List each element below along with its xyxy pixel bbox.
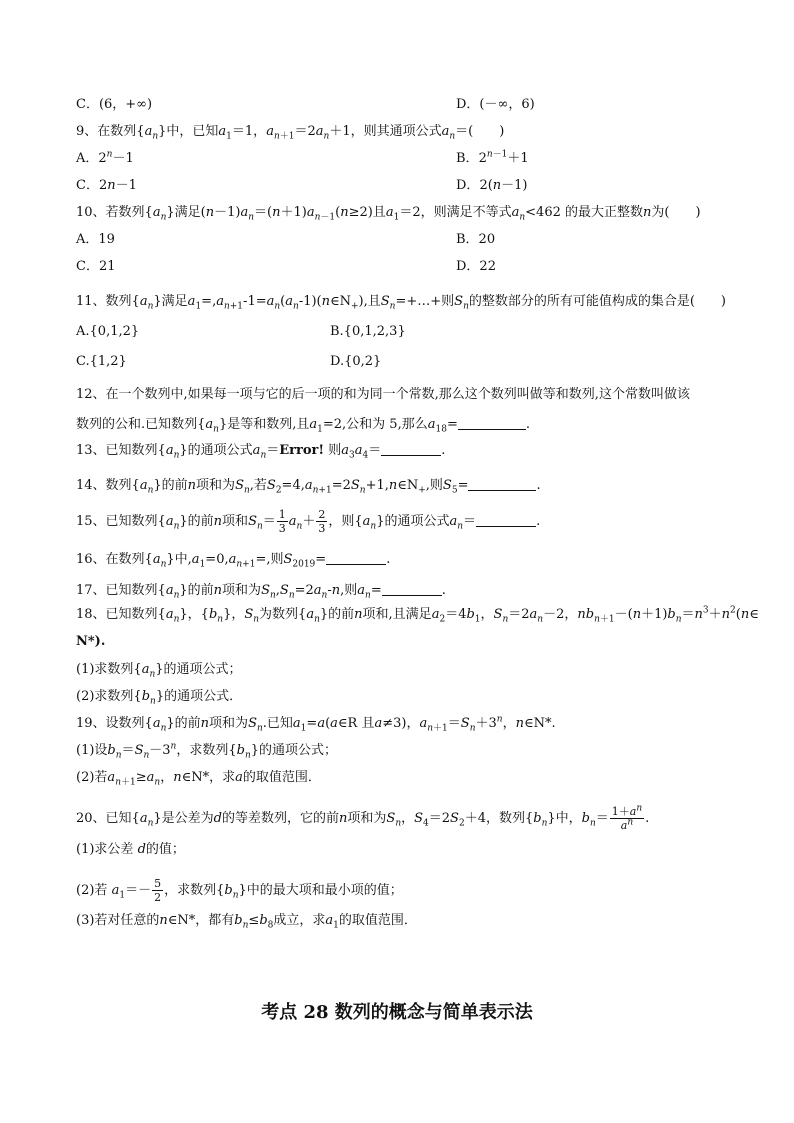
question-10: 10、若数列$\{a_n\}$满足$(n-1)a_n=(n+1)a_{n-1}(n\ge 2)$且$a_1=2$，则满足不等式$a_n<462$ 的最大正整数n为( ) bbox=[76, 205, 701, 223]
question-18: 18、已知数列$\{a_n\}$，$\{b_n\}$，$S_n$为数列$\{a_n\}$的前n项和,且满足$a_2=4b_1$，$S_n=2a_n-2$，$nb_{n+1}-(n+1)b_n=n^3+n^2(n\in$ bbox=[76, 605, 759, 625]
question-10-options-ab: A．19 B．20 bbox=[76, 232, 496, 247]
question-19: 19、设数列$\{a_n\}$的前n项和为$S_n$.已知$a_1=a(a\in R$ 且a≠3)，$a_{n+1}=S_n+3^n$，n∈N*. bbox=[76, 714, 556, 734]
question-15: 15、已知数列$\{a_n\}$的前n项和$S_n=$ $\frac{1}{3}$ $a_n+$ $\frac{2}{3}$ ，则$\{a_n\}$的通项公式$a_n=$ . bbox=[76, 508, 541, 535]
question-18-part1: (1)求数列$\{a_n\}$的通项公式； bbox=[76, 662, 242, 680]
question-11-options-ab: A.{0,1,2} B.{0,1,2,3} bbox=[76, 324, 406, 339]
fraction: $\frac{2}{3}$ bbox=[318, 508, 326, 535]
answer-blank bbox=[476, 513, 536, 527]
answer-blank bbox=[326, 551, 386, 565]
answer-blank bbox=[468, 477, 536, 491]
q8-options bbox=[76, 96, 535, 114]
question-19-part1: (1)设$b_n=S_n-3^n$，求数列$\{b_n\}$的通项公式； bbox=[76, 741, 338, 761]
question-19-part2: (2)若$a_{n+1}\ge a_n$，n∈N*，求a的取值范围． bbox=[76, 770, 321, 788]
question-10-options-cd: C．21 D．22 bbox=[76, 259, 496, 274]
fraction: $\frac{1+a^n}{a^n}$ bbox=[611, 803, 643, 832]
question-16: 16、在数列$\{a_n\}$中$,a_1=0,a_{n+1}=$,则$S_{2019}=$ . bbox=[76, 552, 391, 570]
question-9-options-ab: A．$2^n-1$ B．$2^{n-1}+1$ bbox=[76, 149, 529, 166]
fraction: $\frac{1}{3}$ bbox=[278, 508, 286, 535]
question-18-part2: (2)求数列$\{b_n\}$的通项公式． bbox=[76, 689, 243, 707]
question-11-options-cd: C.{1,2} D.{0,2} bbox=[76, 354, 382, 369]
question-20-part3: (3)若对任意的n∈N*，都有$b_n\le b_8$成立，求$a_1$的取值范围． bbox=[76, 913, 417, 931]
section-heading: 考点 28 数列的概念与简单表示法 bbox=[261, 1002, 533, 1023]
option-c: C．(6，+∞) bbox=[76, 97, 153, 112]
question-9: 9、在数列$\{a_n\}$中，已知$a_1=1$，$a_{n+1}=2a_n+1$，则其通项公式$a_n=$( ) bbox=[76, 124, 505, 142]
question-11: 11、数列$\{a_n\}$满足$a_1=,a_{n+1}-1=a_n(a_n-1)(n\in N_+)$,且$S_n=+\dots+$则$S_n$的整数部分的所有可能值构成的集合是( ) bbox=[76, 294, 727, 312]
fraction: $\frac{5}{2}$ bbox=[154, 877, 162, 904]
question-13: 13、已知数列$\{a_n\}$的通项公式$a_n=Error$! 则$a_3a_4=$ . bbox=[76, 443, 446, 461]
question-20-part1: (1)求公差 d的值； bbox=[76, 842, 185, 857]
option-d: D．(－∞，6) bbox=[456, 97, 535, 112]
question-20: 20、已知$\{a_n\}$是公差为d的等差数列，它的前n项和为$S_n$，$S_4=2S_2+4$，数列$\{b_n\}$中，$b_n=$ $\frac{1+a^n}{a^n}$ . bbox=[76, 803, 650, 832]
question-9-options-cd: C．2n－1 D．2(n－1) bbox=[76, 178, 528, 193]
answer-blank bbox=[458, 416, 526, 430]
question-14: 14、数列$\{a_n\}$的前n项和为$S_n$,若$S_2=4,a_{n+1}=2S_n+1,n\in N_+$,则$S_5=$ . bbox=[76, 478, 541, 496]
question-12-line2: 数列的公和.已知数列$\{a_n\}$是等和数列,且$a_1=2$,公和为 5,那么$a_{18}=$ . bbox=[76, 417, 530, 435]
question-17: 17、已知数列$\{a_n\}$的前n项和为$S_n,S_n=2a_n-n$,则$a_n=$ . bbox=[76, 583, 446, 601]
question-20-part2: (2)若 $a_1=-$ $\frac{5}{2}$ ，求数列$\{b_n\}$中的最大项和最小项的值； bbox=[76, 877, 403, 904]
answer-blank bbox=[382, 582, 442, 596]
answer-blank bbox=[381, 442, 441, 456]
question-12-line1: 12、在一个数列中,如果每一项与它的后一项的和为同一个常数,那么这个数列叫做等和数列,这个常数叫做该 bbox=[76, 387, 690, 402]
question-18-line2: N*). bbox=[76, 634, 106, 649]
